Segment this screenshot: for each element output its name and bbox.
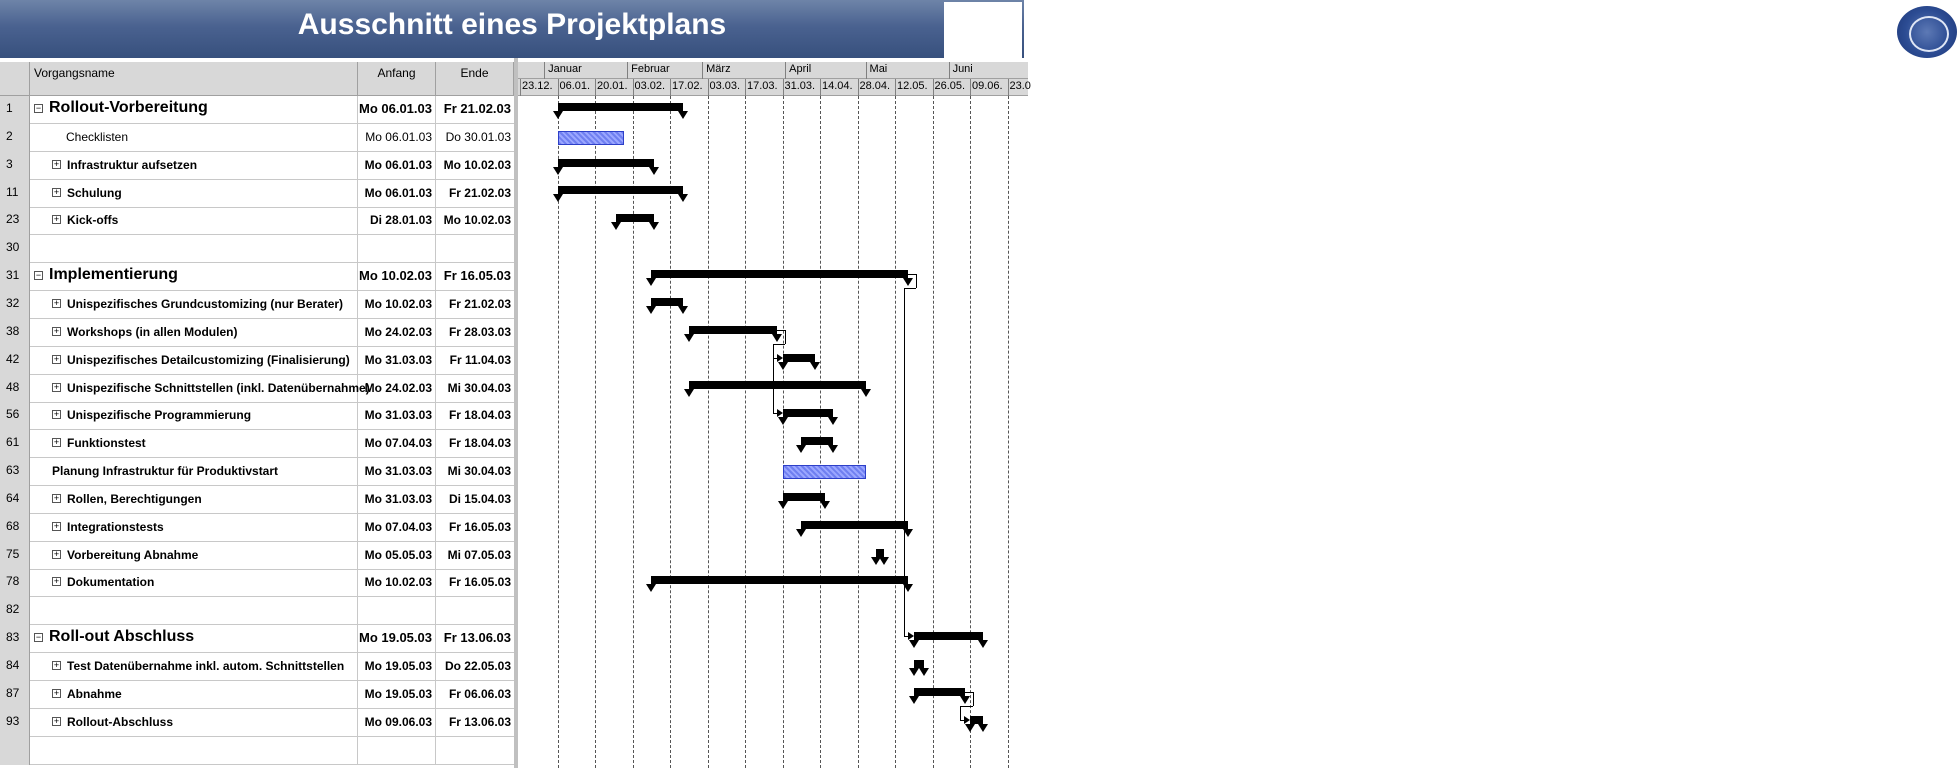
summary-end-marker [828,445,838,453]
table-row[interactable] [0,291,514,319]
task-start: Mo 05.05.03 [358,542,436,570]
week-gridline [708,96,709,768]
table-row[interactable] [0,653,514,681]
row-id: 31 [0,263,30,291]
dependency-line [973,692,974,706]
task-name: Abnahme [67,686,122,701]
expand-icon[interactable]: + [53,687,60,698]
summary-end-marker [828,417,838,425]
table-row[interactable] [0,737,514,765]
task-start [358,235,436,263]
table-row[interactable] [0,458,514,486]
timeline-week: 06.01. [558,79,596,96]
summary-end-marker [649,167,659,175]
timeline-week: 09.06. [970,79,1008,96]
expand-icon[interactable]: + [53,520,60,531]
summary-end-marker [978,640,988,648]
task-name-cell[interactable] [30,625,358,653]
summary-bar[interactable] [801,437,833,445]
expand-icon[interactable]: + [53,576,60,587]
summary-end-marker [649,222,659,230]
row-id: 78 [0,569,30,597]
row-id: 2 [0,124,30,152]
table-row[interactable] [0,681,514,709]
task-start: Mo 19.05.03 [358,625,436,653]
task-start: Mo 10.02.03 [358,569,436,597]
summary-bar[interactable] [783,409,834,417]
summary-start-marker [909,668,919,676]
summary-start-marker [646,278,656,286]
summary-start-marker [778,362,788,370]
table-row[interactable] [0,263,514,291]
timeline-month: Januar [544,62,627,79]
timeline-months [518,62,1028,79]
header-vorgangsname[interactable]: Vorgangsname [30,62,358,96]
row-id: 61 [0,430,30,458]
dependency-line [785,330,786,344]
task-name: Unispezifisches Detailcustomizing (Finalisierung) [67,352,350,367]
timeline-week: 26.05. [933,79,971,96]
task-start [358,597,436,625]
table-row[interactable] [0,430,514,458]
expand-icon[interactable]: + [53,492,60,503]
task-name-cell[interactable] [30,709,358,737]
row-id: 82 [0,597,30,625]
summary-bar[interactable] [651,298,683,306]
task-start: Di 28.01.03 [358,207,436,235]
task-name-cell[interactable] [30,319,358,347]
summary-start-marker [909,696,919,704]
dependency-line [960,706,961,720]
task-start: Mo 24.02.03 [358,319,436,347]
task-name-cell[interactable] [30,96,358,124]
summary-start-marker [553,194,563,202]
header-ende[interactable]: Ende [436,62,514,96]
dependency-arrow-icon [964,716,970,724]
timeline-week: 20.01. [595,79,633,96]
table-row[interactable] [0,402,514,430]
timeline-week: 12.05. [895,79,933,96]
dependency-line [965,692,973,693]
summary-bar[interactable] [914,688,965,696]
task-name: Unispezifische Programmierung [67,408,252,423]
dependency-line [916,274,917,288]
task-end: Mo 10.02.03 [443,157,511,172]
task-end: Fr 13.06.03 [448,714,511,729]
task-start: Mo 06.01.03 [358,96,436,124]
task-name-cell[interactable] [30,430,358,458]
summary-start-marker [909,640,919,648]
week-gridline [595,96,596,768]
task-start: Mo 09.06.03 [358,709,436,737]
collapse-icon[interactable]: − [35,270,42,281]
summary-bar[interactable] [914,632,984,640]
task-end: Fr 11.04.03 [449,352,511,367]
summary-end-marker [903,584,913,592]
summary-bar[interactable] [876,549,884,557]
timeline-week: 23.12. [520,79,558,96]
timeline-week: 17.03. [745,79,783,96]
expand-icon[interactable]: + [53,186,60,197]
summary-start-marker [684,389,694,397]
table-row[interactable] [0,207,514,235]
task-bar[interactable] [783,465,866,479]
header-id[interactable] [0,62,30,96]
summary-end-marker [978,724,988,732]
week-gridline [970,96,971,768]
summary-start-marker [553,111,563,119]
row-id: 32 [0,291,30,319]
dependency-line [904,288,917,289]
summary-bar[interactable] [914,660,925,668]
task-name-cell[interactable] [30,235,358,263]
task-end: Fr 21.02.03 [448,185,511,200]
timeline-week: 03.02. [633,79,671,96]
expand-icon[interactable]: + [53,548,60,559]
week-gridline [633,96,634,768]
summary-bar[interactable] [970,716,983,724]
task-end: Fr 21.02.03 [448,296,511,311]
summary-end-marker [960,696,970,704]
task-end: Fr 16.05.03 [448,575,511,590]
task-end: Fr 18.04.03 [448,436,511,451]
task-name: Integrationstests [67,519,164,534]
task-end: Fr 18.04.03 [448,408,511,423]
task-end: Mi 30.04.03 [447,380,511,395]
expand-icon[interactable]: + [53,409,60,420]
task-end: Mi 07.05.03 [447,547,511,562]
timeline-month: Februar [627,62,702,79]
task-end: Mo 10.02.03 [443,213,511,228]
expand-icon[interactable]: + [53,660,60,670]
task-start: Mo 24.02.03 [358,375,436,403]
task-name: Rollout-Vorbereitung [49,99,208,116]
task-name-cell[interactable] [30,263,358,291]
week-gridline [1008,96,1009,768]
table-row[interactable] [0,96,514,124]
timeline-week: 31.03. [783,79,821,96]
row-id: 83 [0,625,30,653]
summary-end-marker [678,194,688,202]
expand-icon[interactable]: + [53,381,60,392]
task-name-cell[interactable] [30,375,370,403]
dependency-line [904,288,905,636]
dependency-line [908,274,916,275]
row-id: 93 [0,709,30,737]
summary-bar[interactable] [801,521,908,529]
timeline-week: 28.04. [858,79,896,96]
week-gridline [745,96,746,768]
task-name: Implementierung [49,266,178,284]
timeline-week: 17.02. [670,79,708,96]
task-name-cell[interactable] [30,653,358,681]
dependency-arrow-icon [908,632,914,640]
task-end [436,235,514,263]
expand-icon[interactable]: + [53,715,60,726]
task-end: Fr 28.03.03 [448,324,511,339]
table-row[interactable] [0,625,514,653]
summary-bar[interactable] [558,186,684,194]
summary-start-marker [965,724,975,732]
summary-end-marker [879,557,889,565]
summary-start-marker [778,501,788,509]
task-name: Dokumentation [67,575,155,590]
timeline-week: 14.04. [820,79,858,96]
task-table [0,58,514,768]
dependency-line [773,344,786,345]
timeline-month: Juni [949,62,1028,79]
slide-title-bar [0,0,1024,58]
task-start: Mo 10.02.03 [358,263,436,291]
row-id: 3 [0,152,30,180]
table-row[interactable] [0,569,514,597]
table-row[interactable] [0,597,514,625]
task-name-cell[interactable] [30,569,358,597]
summary-bar[interactable] [616,214,654,222]
task-name-cell[interactable] [30,152,358,180]
task-name-cell[interactable] [30,402,358,430]
task-name-cell[interactable] [30,180,358,208]
task-end: Mi 30.04.03 [447,464,511,479]
summary-start-marker [684,334,694,342]
task-end: Do 30.01.03 [445,129,511,144]
task-name-cell[interactable] [30,291,358,319]
task-start: Mo 19.05.03 [358,653,436,681]
row-id: 38 [0,319,30,347]
task-name: Infrastruktur aufsetzen [67,157,198,172]
task-name: Kick-offs [67,213,119,228]
task-start: Mo 31.03.03 [358,402,436,430]
task-name: Unispezifische Schnittstellen (inkl. Datenübernahme) [67,380,370,395]
task-name: Vorbereitung Abnahme [67,547,199,562]
task-start: Mo 07.04.03 [358,430,436,458]
timeline-month: März [702,62,785,79]
row-id: 64 [0,486,30,514]
task-start: Mo 19.05.03 [358,681,436,709]
week-gridline [933,96,934,768]
task-name-cell[interactable] [30,124,358,152]
task-name: Checklisten [66,129,129,144]
summary-bar[interactable] [558,103,684,111]
week-gridline [820,96,821,768]
row-id: 84 [0,653,30,681]
task-name: Test Datenübernahme inkl. autom. Schnittstellen [67,659,345,673]
task-end: Fr 16.05.03 [448,519,511,534]
table-row[interactable] [0,152,514,180]
timeline-weeks [518,79,1031,96]
task-bar[interactable] [558,131,625,145]
task-name: Workshops (in allen Modulen) [67,324,238,339]
header-anfang[interactable]: Anfang [358,62,436,96]
task-name-cell[interactable] [30,542,358,570]
table-row[interactable] [0,375,514,403]
table-row[interactable] [0,486,514,514]
row-id: 11 [0,180,30,208]
expand-icon[interactable]: + [53,297,60,308]
summary-start-marker [611,222,621,230]
table-row[interactable] [0,180,514,208]
task-start: Mo 06.01.03 [358,152,436,180]
task-end [436,737,514,765]
slide-title: Ausschnitt eines Projektplans [297,8,727,41]
timeline-month: Mai [866,62,949,79]
summary-end-marker [903,278,913,286]
gantt-chart [514,58,1031,768]
summary-end-marker [678,111,688,119]
task-start: Mo 07.04.03 [358,514,436,542]
timeline-week: 23.0 [1008,79,1029,96]
week-gridline [858,96,859,768]
dependency-line [777,330,785,331]
task-name-cell[interactable] [30,514,358,542]
dependency-line [773,344,774,414]
task-start: Mo 31.03.03 [358,347,436,375]
week-gridline [895,96,896,768]
university-seal-icon [944,2,1022,58]
task-name: Planung Infrastruktur für Produktivstart [52,464,279,479]
task-start: Mo 06.01.03 [358,180,436,208]
task-name: Schulung [67,185,122,200]
table-row[interactable] [0,542,514,570]
timeline-week: 03.03. [708,79,746,96]
table-row[interactable] [0,709,514,737]
task-name-cell[interactable] [30,207,358,235]
summary-bar[interactable] [689,381,866,389]
collapse-icon[interactable]: − [35,103,42,113]
row-id: 63 [0,458,30,486]
task-name-cell[interactable] [30,597,358,625]
week-gridline [783,96,784,768]
table-row[interactable] [0,319,514,347]
task-end: Di 15.04.03 [448,491,511,506]
expand-icon[interactable]: + [53,437,60,448]
summary-bar[interactable] [689,326,777,334]
summary-end-marker [810,362,820,370]
summary-start-marker [646,306,656,314]
task-end [436,597,514,625]
expand-icon[interactable]: + [53,353,60,364]
row-id: 68 [0,514,30,542]
dependency-arrow-icon [777,354,783,362]
summary-start-marker [778,417,788,425]
table-row[interactable] [0,347,514,375]
summary-start-marker [553,167,563,175]
task-end: Fr 06.06.03 [448,686,511,701]
summary-end-marker [772,334,782,342]
task-start: Mo 10.02.03 [358,291,436,319]
summary-end-marker [919,668,929,676]
row-id: 1 [0,96,30,124]
summary-bar[interactable] [651,270,908,278]
expand-icon[interactable]: + [53,325,60,336]
task-start: Mo 06.01.03 [358,124,436,152]
summary-bar[interactable] [783,354,815,362]
task-start: Mo 31.03.03 [358,458,436,486]
expand-icon[interactable]: + [53,214,60,225]
task-name-cell[interactable] [30,681,358,709]
task-end: Fr 13.06.03 [443,630,511,646]
task-name-cell[interactable] [30,737,358,765]
row-id: 87 [0,681,30,709]
table-row[interactable] [0,235,514,263]
task-name: Rollen, Berechtigungen [67,491,202,506]
task-name: Rollout-Abschluss [67,714,174,729]
task-name-cell[interactable] [30,486,358,514]
summary-end-marker [861,389,871,397]
summary-start-marker [796,445,806,453]
task-end: Fr 16.05.03 [443,268,511,284]
task-end: Do 22.05.03 [444,659,511,673]
dependency-line [960,706,973,707]
task-start [358,737,436,765]
summary-bar[interactable] [558,159,654,167]
expand-icon[interactable]: + [53,158,60,169]
row-id: 42 [0,347,30,375]
collapse-icon[interactable]: − [35,632,42,643]
task-name: Unispezifisches Grundcustomizing (nur Berater) [67,296,344,311]
summary-bar[interactable] [651,576,908,584]
row-id: 48 [0,375,30,403]
row-id: 75 [0,542,30,570]
summary-end-marker [820,501,830,509]
row-id: 56 [0,402,30,430]
summary-start-marker [646,584,656,592]
row-id: 30 [0,235,30,263]
table-row[interactable] [0,124,514,152]
summary-end-marker [903,529,913,537]
task-start: Mo 31.03.03 [358,486,436,514]
task-name-cell[interactable] [30,347,358,375]
summary-end-marker [678,306,688,314]
summary-start-marker [796,529,806,537]
row-id [0,737,30,765]
task-end: Fr 21.02.03 [443,101,511,116]
task-name: Roll-out Abschluss [49,628,195,646]
row-id: 23 [0,207,30,235]
summary-bar[interactable] [783,493,826,501]
week-gridline [670,96,671,768]
task-name-cell[interactable] [30,458,358,486]
table-row[interactable] [0,514,514,542]
timeline-month: April [785,62,865,79]
dependency-arrow-icon [777,409,783,417]
task-name: Funktionstest [67,436,146,451]
